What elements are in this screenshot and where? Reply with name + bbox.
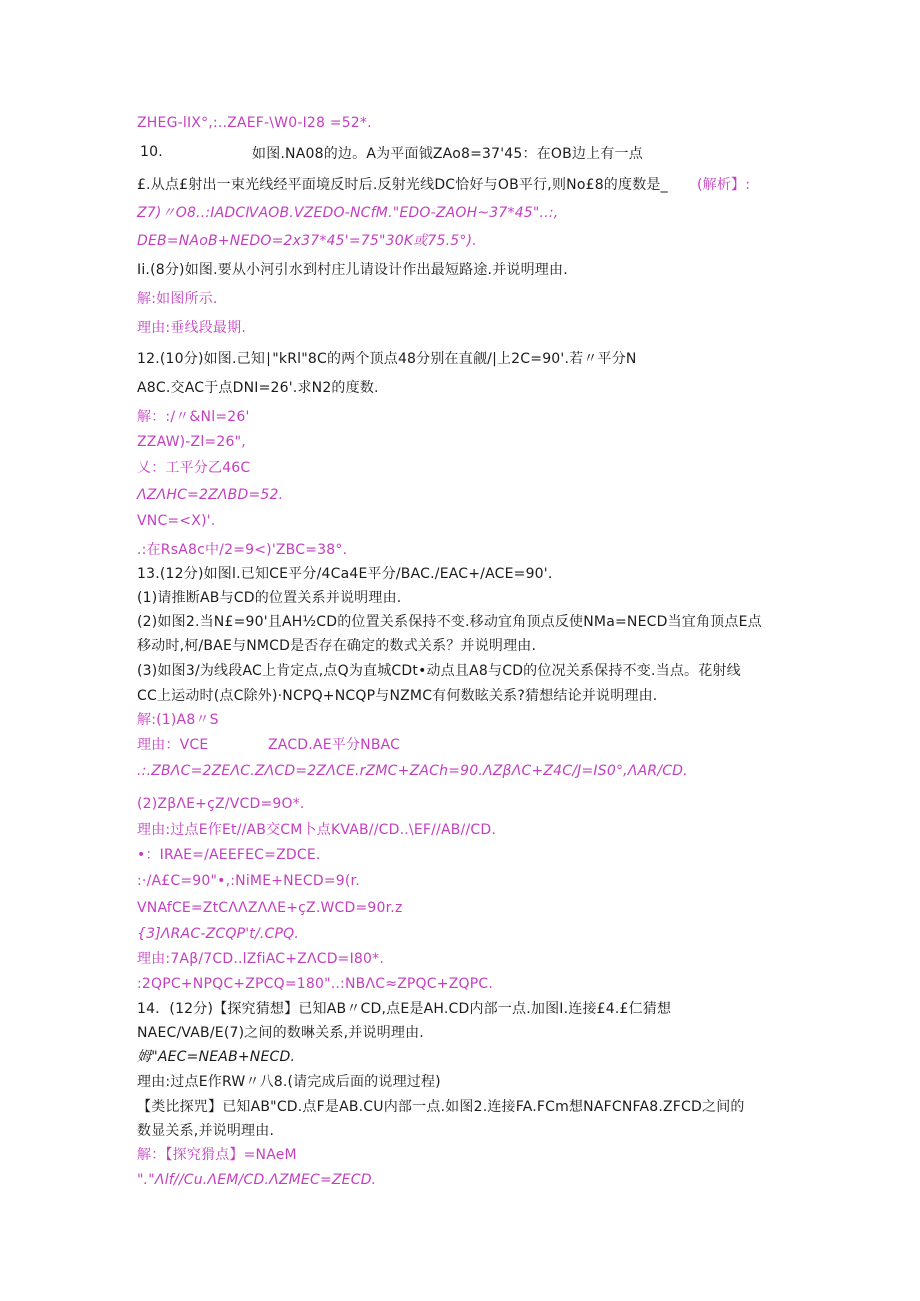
answer-line: .:.ZBΛC=2ZEΛC.ZΛCD=2ZΛCE.rZMC+ZACh=90.ΛZβΛC+Z4C/J=IS0°,ΛAR/CD. — [137, 763, 688, 779]
answer-line: "."Λlf//Cu.ΛEM/CD.ΛZMEC=ZECD. — [137, 1172, 377, 1188]
answer-line: Z7)〃O8..:IADCⅣAOB.VZEDO-NCfM."EDO-ZAOH~37*45"..:, — [137, 205, 559, 221]
question-text: Ii.(8分)如图.要从小河引水到村庄儿请设计作出最短路途.并说明理由. — [137, 262, 568, 278]
question-text: 理由:过点E作RW〃八8.(请完成后面的说理过程) — [137, 1074, 441, 1090]
question-text: NAEC/VAB/E(7)之间的数晽关系,并说明理由. — [137, 1025, 424, 1041]
answer-line: 理由：VCE — [137, 737, 209, 753]
question-text: A8C.交AC于点DNI=26'.求N2的度数. — [137, 380, 379, 396]
answer-line: 理由:7Aβ/7CD..lZfiAC+ZΛCD=I80*. — [137, 951, 384, 967]
answer-line: VNC=<X)'. — [137, 513, 216, 529]
answer-line: 解:(1)A8〃S — [137, 712, 219, 728]
question-text: (2)如图2.当N£=90'且AH½CD的位置关系保持不变.移动宜角顶点反使NMa=NECD当宜角顶点E点 — [137, 614, 762, 630]
answer-line: DEB=NAoB+NEDO=2x37*45'=75"30K或75.5°). — [137, 233, 477, 249]
answer-line: :2QPC+NPQC+ZPCQ=180"..:NBΛC≈ZPQC+ZQPC. — [137, 976, 493, 992]
answer-line: •：IRAE=/AEEFEC=ZDCE. — [137, 847, 321, 863]
answer-line: VNAfCE=ZtCΛΛZΛΛE+çZ.WCD=90r.z — [137, 900, 403, 916]
question-text: (1)请推断AB与CD的位置关系并说明理由. — [137, 590, 402, 606]
question-text: 数显关系,并说明理由. — [137, 1123, 275, 1139]
question-text: 12.(10分)如图.己知∣"kRl"8C的两个顶点48分别在直觎/|上2C=90'.若〃平分N — [137, 351, 637, 367]
answer-line: (2)ZβΛE+çZ/VCD=9O*. — [137, 796, 305, 812]
answer-line: 解:如图所示. — [137, 291, 218, 307]
answer-line: ZHEG-lIX°,:..ZAEF-\W0-I28 =52*. — [137, 115, 372, 131]
answer-line: 解：:/〃&Nl=26' — [137, 409, 250, 425]
question-number: 10. — [140, 144, 163, 160]
question-text: 14．(12分)【探究猜想】已知AB〃CD,点E是AH.CD内部一点.加图I.连接£4.£仁猜想 — [137, 1001, 672, 1017]
answer-line: {3]ΛRAC-ZCQP't/.CPQ. — [137, 926, 300, 942]
question-text: (3)如图3/为线段AC上肯定点,点Q为直城CDt•动点且A8与CD的位况关系保持不变.当点。花射线 — [137, 663, 741, 679]
answer-line: 解：【探究猾点】=NAeM — [137, 1147, 297, 1163]
answer-line: ΛZΛHC=2ZΛBD=52. — [137, 487, 284, 503]
question-text: CC上运动时(点C除外)·NCPQ+NCQP与NZMC有何数眩关系?猜想结论并说明理由. — [137, 688, 658, 704]
answer-line: :·/A£C=90"•,:NiME+NECD=9(r. — [137, 873, 360, 889]
question-text: 如图.NA08的边。A为平面钺ZAo8=37'45：在OB边上有一点 — [252, 146, 643, 162]
answer-line: 乂：工平分乙46C — [137, 460, 251, 476]
answer-line: ZACD.AE平分NBAC — [268, 737, 401, 753]
answer-label: (解析】: — [697, 177, 751, 193]
question-text: £.从点£射出一束光线经平面境反时后.反射光线DC恰好与OB平行,则No£8的度数是_ — [137, 177, 668, 193]
question-text: 移动时,柯/BAE与NMCD是否存在确定的数式关系？并说明理由. — [137, 638, 537, 654]
question-text: 【类比探咒】已知AB"CD.点F是AB.CU内部一点.如图2.连接FA.FCm想NAFCNFA8.ZFCD之间的 — [137, 1099, 745, 1115]
question-text: 姆"AEC=NEAB+NECD. — [137, 1049, 296, 1065]
answer-line: 理由:过点E作Et//AB交CM卜点KVAB//CD..\EF//AB//CD. — [137, 822, 496, 838]
answer-line: ZZAW)-Zl=26", — [137, 434, 246, 450]
answer-line: 理由:垂线段最期. — [137, 320, 246, 336]
answer-line: .:在RsA8c中/2=9<)'ZBC=38°. — [137, 542, 348, 558]
question-text: 13.(12分)如图l.已知CE平分/4Ca4E平分/BAC./EAC+/ACE=90'. — [137, 566, 553, 582]
